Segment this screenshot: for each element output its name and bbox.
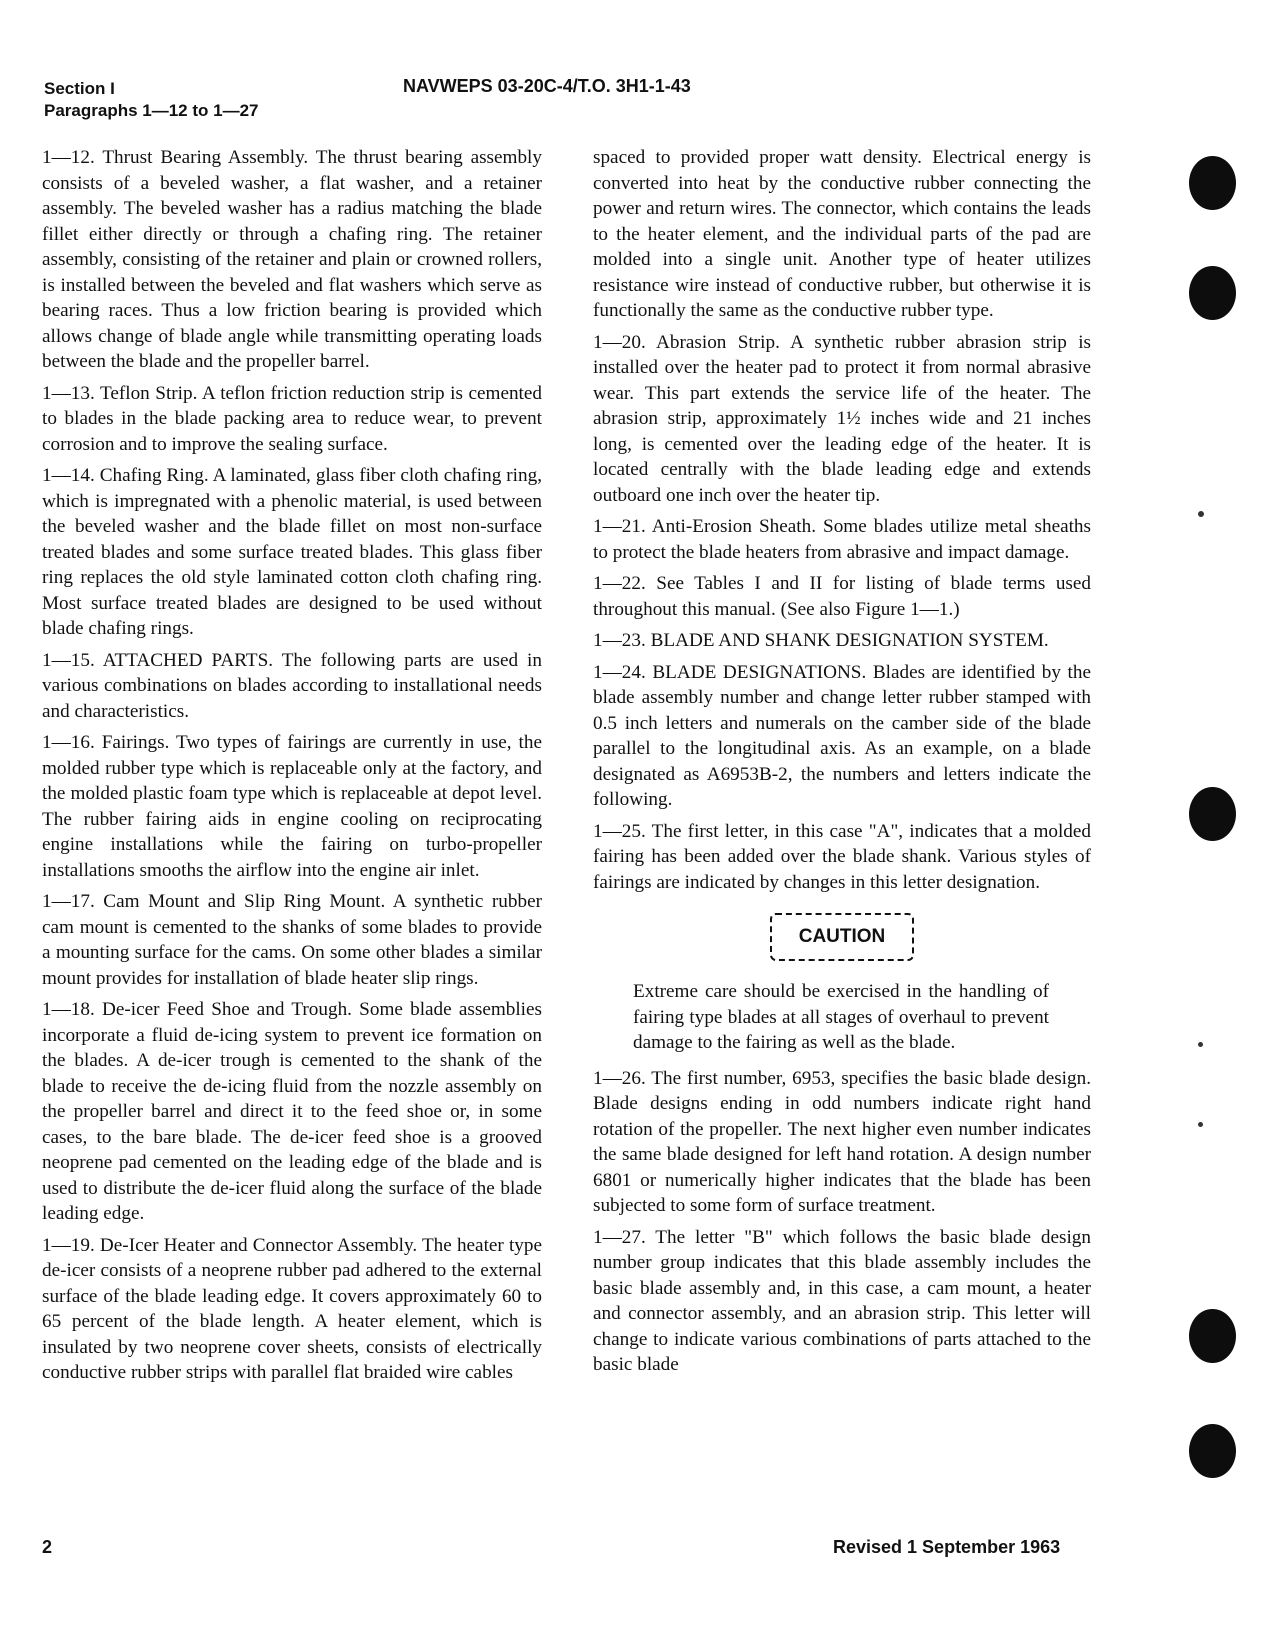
binder-hole-3 bbox=[1189, 787, 1236, 841]
caution-label: CAUTION bbox=[770, 913, 914, 961]
section-label: Section I bbox=[44, 79, 115, 98]
paragraph-1-18: 1—18. De-icer Feed Shoe and Trough. Some blade assemblies incorporate a fluid de-icing system to prevent ice formation on the blades. A de-icer trough is cemented to the shank of the blade to receive the de-icing fluid from the nozzle assembly on the propeller barrel and direct it to the feed shoe or, in some cases, to the bare blade. The de-icer feed shoe is a grooved neoprene pad cemented on the leading edge of the blade and is used to distribute the de-icer fluid along the surface of the blade leading edge. bbox=[42, 999, 542, 1224]
paragraph-1-27: 1—27. The letter "B" which follows the basic blade design number group indicates that this blade assembly includes the basic blade assembly and, in this case, a cam mount, a heater and connector assembly, and an abrasion strip. This letter will change to indicate various combinations of parts attached to the basic blade bbox=[593, 1226, 1091, 1375]
paragraph-1-16: 1—16. Fairings. Two types of fairings are currently in use, the molded rubber type which is replaceable only at the factory, and the molded plastic foam type which is replaceable at depot level. The rubber fairing aids in engine cooling on reciprocating engine installations while the fairing on turbo-propeller installations smooths the airflow into the engine air inlet. bbox=[42, 732, 542, 881]
paragraph-1-20: 1—20. Abrasion Strip. A synthetic rubber abrasion strip is installed over the heater pad to protect it from normal abrasive wear. This part extends the service life of the heater. The abrasion strip, approximately 1½ inches wide and 21 inches long, is cemented over the leading edge of the heater. It is located centrally with the blade leading edge and extends outboard one inch over the heater tip. bbox=[593, 331, 1091, 506]
binder-hole-1 bbox=[1189, 156, 1236, 210]
paragraph-range: Paragraphs 1—12 to 1—27 bbox=[44, 101, 259, 120]
heading-1-23: 1—23. BLADE AND SHANK DESIGNATION SYSTEM. bbox=[593, 630, 1049, 651]
scan-speck bbox=[1198, 511, 1204, 517]
paragraph-1-13: 1—13. Teflon Strip. A teflon friction reduction strip is cemented to blades in the blade packing area to reduce wear, to prevent corrosion and to improve the sealing surface. bbox=[42, 382, 542, 455]
paragraph-1-26: 1—26. The first number, 6953, specifies the basic blade design. Blade designs ending in odd numbers indicate right hand rotation of the propeller. The next higher even number indicates the same blade designed for left hand rotation. A design number 6801 or numerically higher indicates that the blade has been subjected to some form of surface treatment. bbox=[593, 1067, 1091, 1216]
binder-hole-4 bbox=[1189, 1309, 1236, 1363]
caution-text: Extreme care should be exercised in the handling of fairing type blades at all stages of overhaul to prevent damage to the fairing as well as the blade. bbox=[633, 981, 1049, 1053]
paragraph-1-15: 1—15. ATTACHED PARTS. The following parts are used in various combinations on blades according to installational needs and characteristics. bbox=[42, 649, 542, 722]
caution-block bbox=[593, 913, 1091, 1056]
right-column bbox=[593, 145, 1091, 1384]
paragraph-1-14: 1—14. Chafing Ring. A laminated, glass fiber cloth chafing ring, which is impregnated with a phenolic material, is used between the beveled washer and the blade fillet on most non-surface treated blades and some surface treated blades. This glass fiber ring replaces the old style laminated cotton cloth chafing ring. Most surface treated blades are designed to be used without blade chafing rings. bbox=[42, 465, 542, 639]
paragraph-1-22: 1—22. See Tables I and II for listing of blade terms used throughout this manual. (See also Figure 1—1.) bbox=[593, 573, 1091, 620]
paragraph-1-21: 1—21. Anti-Erosion Sheath. Some blades utilize metal sheaths to protect the blade heaters from abrasive and impact damage. bbox=[593, 516, 1091, 563]
scan-speck bbox=[1198, 1122, 1203, 1127]
paragraph-1-17: 1—17. Cam Mount and Slip Ring Mount. A synthetic rubber cam mount is cemented to the shanks of some blades to provide a mounting surface for the cams. On some other blades a similar mount provides for installation of blade heater slip rings. bbox=[42, 891, 542, 989]
scan-speck bbox=[1198, 1042, 1203, 1047]
paragraph-1-19-continued: spaced to provided proper watt density. Electrical energy is converted into heat by the conductive rubber connecting the power and return wires. The connector, which contains the leads to the heater element, and the individual parts of the pad are molded into a single unit. Another type of heater utilizes resistance wire instead of conductive rubber, but otherwise it is functionally the same as the conductive rubber type. bbox=[593, 147, 1091, 321]
document-number: NAVWEPS 03-20C-4/T.O. 3H1-1-43 bbox=[403, 76, 691, 96]
binder-hole-2 bbox=[1189, 266, 1236, 320]
revision-date: Revised 1 September 1963 bbox=[833, 1537, 1061, 1557]
paragraph-1-25: 1—25. The first letter, in this case "A", indicates that a molded fairing has been added over the blade shank. Various styles of fairings are indicated by changes in this letter designation. bbox=[593, 820, 1091, 893]
left-column bbox=[42, 145, 542, 1392]
paragraph-1-12: 1—12. Thrust Bearing Assembly. The thrust bearing assembly consists of a beveled washer, a flat washer, and a retainer assembly. The beveled washer has a radius matching the blade fillet either directly or through a chafing ring. The retainer assembly, consisting of the retainer and plain or crowned rollers, is installed between the beveled and flat washers which serve as bearing races. Thus a low friction bearing is provided which allows change of blade angle while transmitting operating loads between the blade and the propeller barrel. bbox=[42, 147, 542, 372]
paragraph-1-19: 1—19. De-Icer Heater and Connector Assembly. The heater type de-icer consists of a neoprene rubber pad adhered to the external surface of the blade leading edge. It covers approximately 60 to 65 percent of the blade length. A heater element, which is insulated by two neoprene cover sheets, consists of electrically conductive rubber strips with parallel flat braided wire cables bbox=[42, 1234, 542, 1383]
page-number: 2 bbox=[42, 1537, 53, 1557]
paragraph-1-24: 1—24. BLADE DESIGNATIONS. Blades are identified by the blade assembly number and change letter rubber stamped with 0.5 inch letters and numerals on the camber side of the blade parallel to the longitudinal axis. As an example, on a blade designated as A6953B-2, the numbers and letters indicate the following. bbox=[593, 661, 1091, 810]
binder-hole-5 bbox=[1189, 1424, 1236, 1478]
